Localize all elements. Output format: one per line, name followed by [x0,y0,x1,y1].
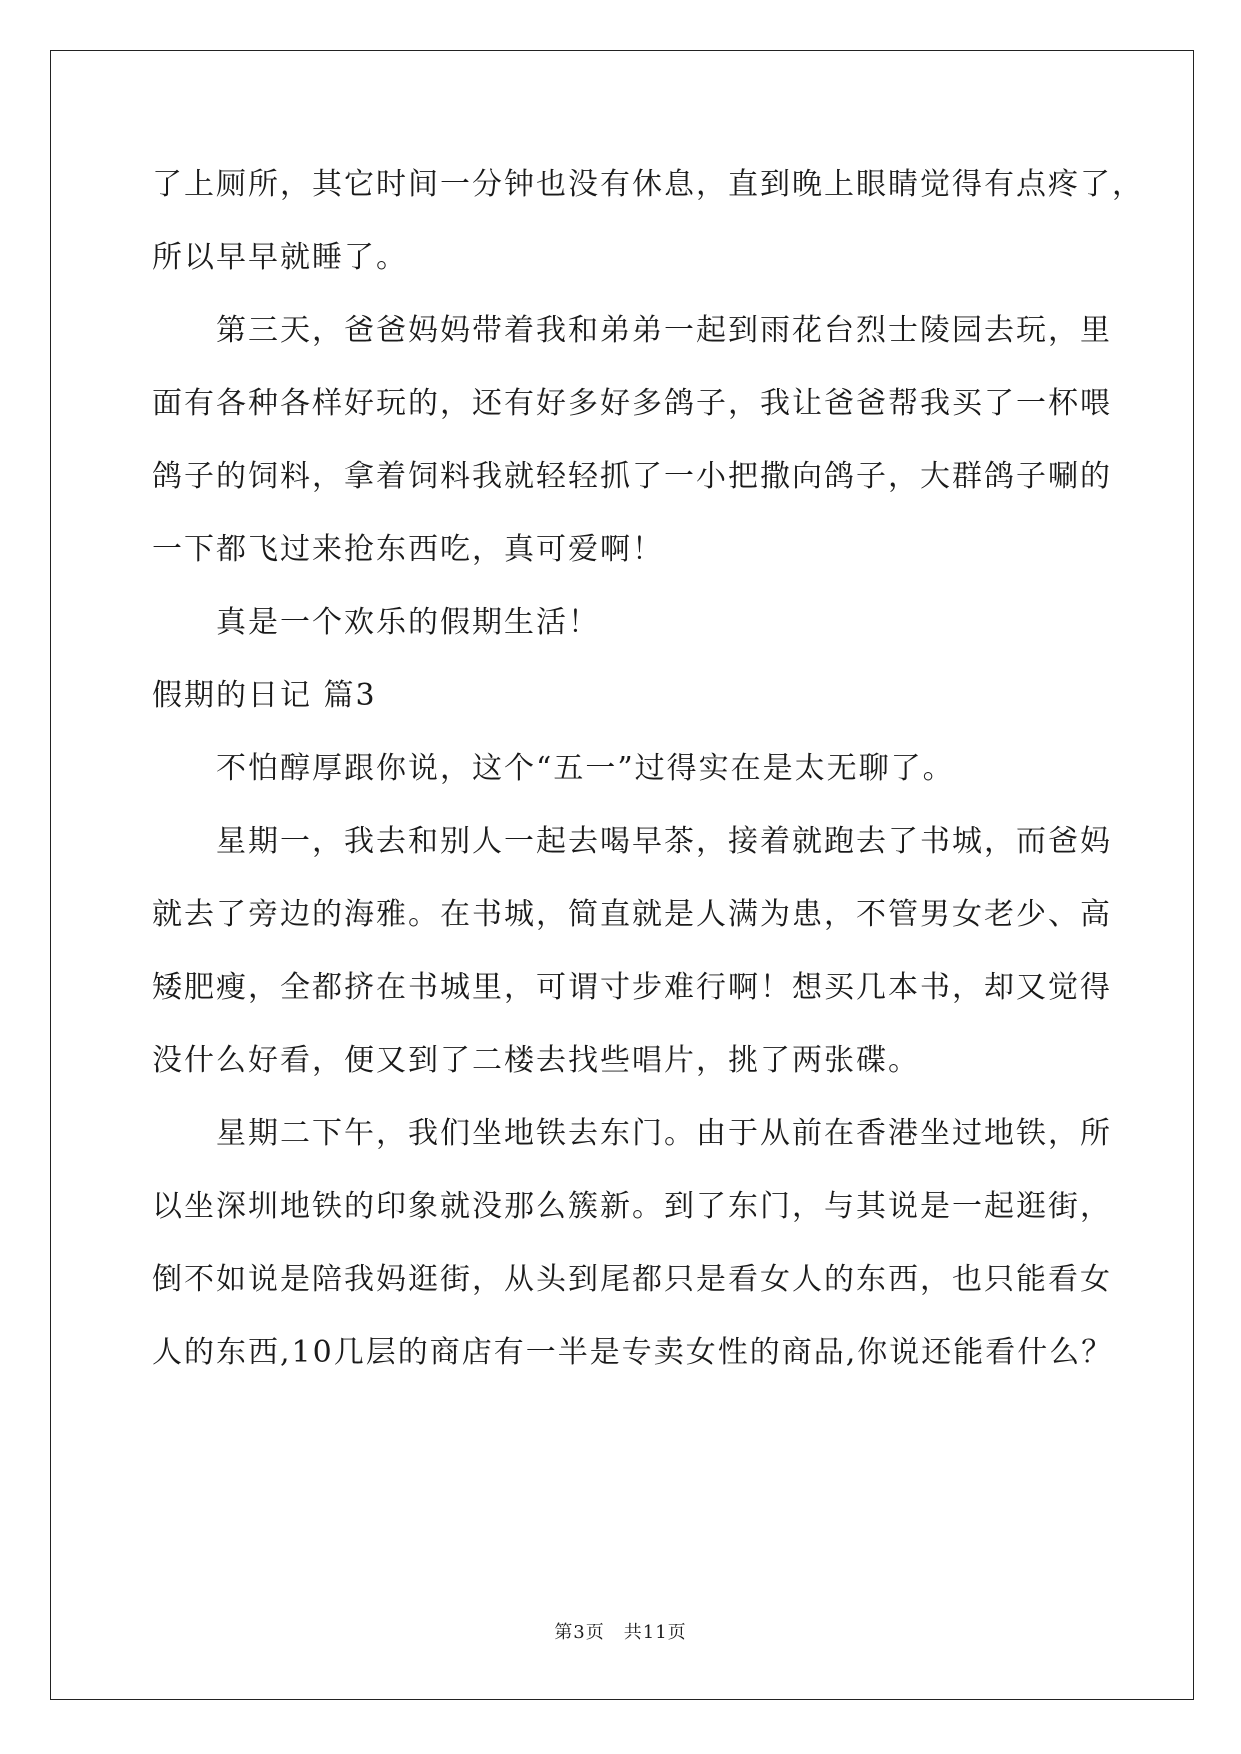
section-heading: 假期的日记 篇3 [152,678,377,713]
text-line: 星期二下午，我们坐地铁去东门。由于从前在香港坐过地铁，所 [216,1116,1112,1151]
page-footer: 第3页 共11页 [554,1622,687,1643]
text-line: 第三天，爸爸妈妈带着我和弟弟一起到雨花台烈士陵园去玩，里 [216,313,1112,348]
text-line: 鸽子的饲料，拿着饲料我就轻轻抓了一小把撒向鸽子，大群鸽子唰的 [152,459,1112,494]
text-line: 倒不如说是陪我妈逛街，从头到尾都只是看女人的东西，也只能看女 [152,1262,1112,1297]
text-line: 就去了旁边的海雅。在书城，简直就是人满为患，不管男女老少、高 [152,897,1112,932]
text-line: 没什么好看，便又到了二楼去找些唱片，挑了两张碟。 [152,1043,920,1078]
text-line: 星期一，我去和别人一起去喝早茶，接着就跑去了书城，而爸妈 [216,824,1112,859]
text-line: 真是一个欢乐的假期生活！ [216,605,600,640]
text-line: 所以早早就睡了。 [152,240,408,275]
text-line: 不怕醇厚跟你说，这个“五一”过得实在是太无聊了。 [216,751,955,786]
text-line: 以坐深圳地铁的印象就没那么簇新。到了东门，与其说是一起逛街， [152,1189,1112,1224]
text-line: 面有各种各样好玩的，还有好多好多鸽子，我让爸爸帮我买了一杯喂 [152,386,1112,421]
text-line: 了上厕所，其它时间一分钟也没有休息，直到晚上眼睛觉得有点疼了， [152,167,1144,202]
text-line: 人的东西,10几层的商店有一半是专卖女性的商品,你说还能看什么？ [152,1335,1114,1370]
text-line: 矮肥瘦，全都挤在书城里，可谓寸步难行啊！想买几本书，却又觉得 [152,970,1112,1005]
text-line: 一下都飞过来抢东西吃，真可爱啊！ [152,532,664,567]
page-border [50,50,1194,1700]
